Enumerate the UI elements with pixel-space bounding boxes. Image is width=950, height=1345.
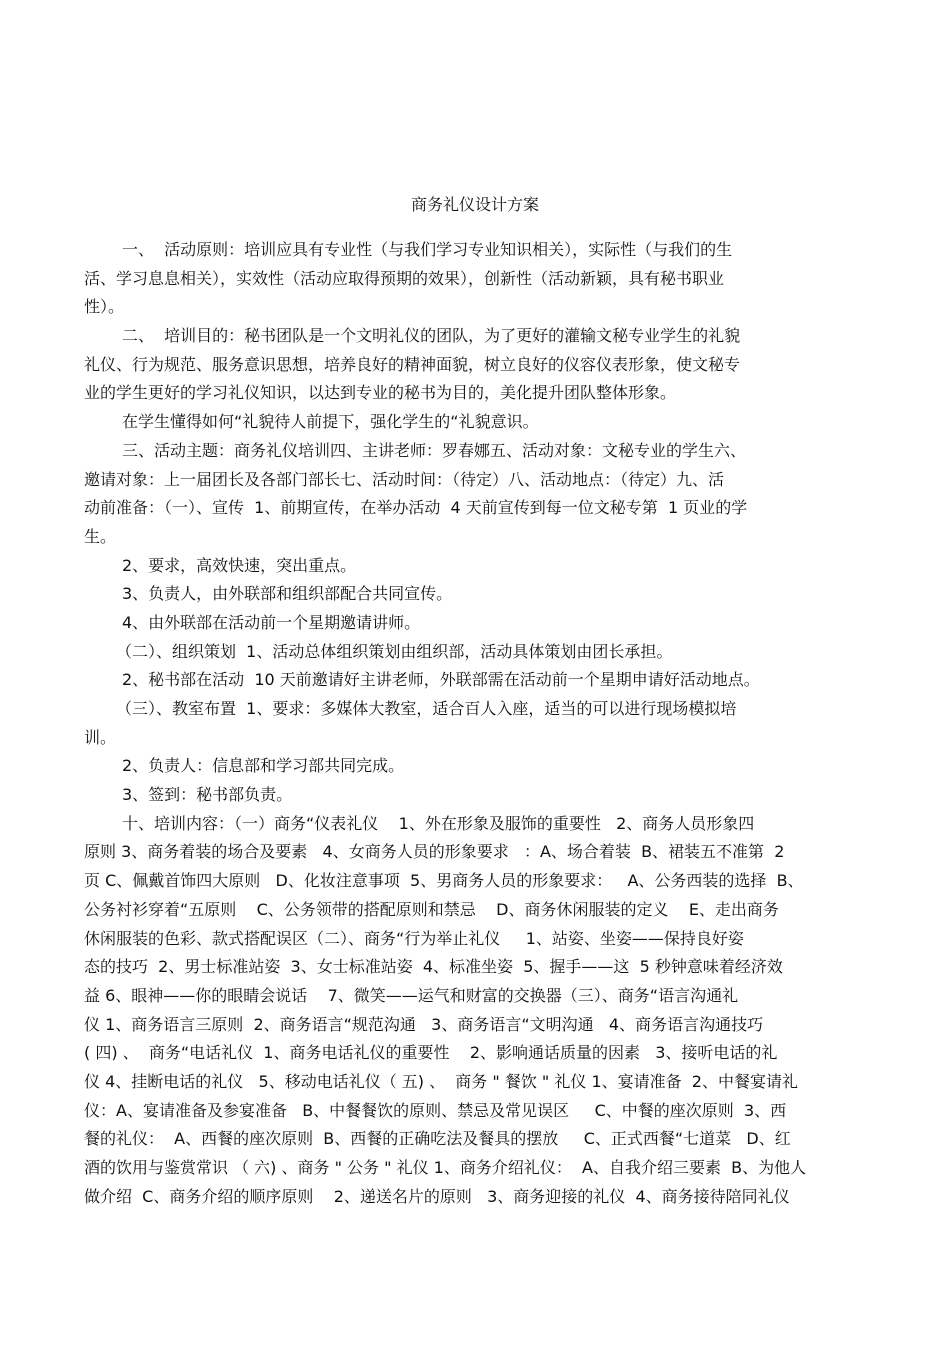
text-line: 动前准备：（一）、宣传 1、前期宣传，在举办活动 4 天前宣传到每一位文秘专第 1 页业的学 <box>84 498 748 518</box>
text-line: 三、活动主题：商务礼仪培训四、主讲老师：罗春娜五、活动对象：文秘专业的学生六、 <box>122 440 747 460</box>
text-line: 原则 3、商务着装的场合及要素 4、女商务人员的形象要求 ：A、场合着装 B、裙装五不准第 2 <box>84 842 785 862</box>
text-line: 仪 4、挂断电话的礼仪 5、移动电话礼仪（ 五) 、 商务 " 餐饮 " 礼仪 1、宴请准备 2、中餐宴请礼 <box>84 1071 798 1091</box>
text-line: 仪 1、商务语言三原则 2、商务语言“规范沟通 3、商务语言“文明沟通 4、商务语言沟通技巧 <box>84 1014 764 1034</box>
text-line: 酒的饮用与鉴赏常识 （ 六) 、商务 " 公务 " 礼仪 1、商务介绍礼仪： A、自我介绍三要素 B、为他人 <box>84 1158 807 1177</box>
text-line: 做介绍 C、商务介绍的顺序原则 2、递送名片的原则 3、商务迎接的礼仪 4、商务接待陪同礼仪 <box>84 1186 790 1206</box>
text-line: 公务衬衫穿着“五原则 C、公务领带的搭配原则和禁忌 D、商务休闲服装的定义 E、走出商务 <box>84 899 779 919</box>
text-line: 在学生懂得如何“礼貌待人前提下，强化学生的“礼貌意识。 <box>122 412 539 432</box>
text-line: 仪：A、宴请准备及参宴准备 B、中餐餐饮的原则、禁忌及常见误区 C、中餐的座次原则 3、西 <box>84 1100 787 1120</box>
text-line: 益 6、眼神——你的眼睛会说话 7、微笑——运气和财富的交换器（三）、商务“语言沟通礼 <box>84 985 739 1005</box>
text-line: 邀请对象：上一届团长及各部门部长七、活动时间：（待定）八、活动地点：（待定）九、活 <box>84 469 725 489</box>
text-line: 活、学习息息相关），实效性（活动应取得预期的效果），创新性（活动新颖，具有秘书职业 <box>84 268 725 288</box>
text-line: （二）、组织策划 1、活动总体组织策划由组织部，活动具体策划由团长承担。 <box>116 641 673 661</box>
text-line: 休闲服装的色彩、款式搭配误区（二）、商务“行为举止礼仪 1、站姿、坐姿——保持良好姿 <box>84 928 744 948</box>
text-line: （三）、教室布置 1、要求：多媒体大教室，适合百人入座，适当的可以进行现场模拟培 <box>116 699 737 718</box>
text-line: 训。 <box>84 727 117 747</box>
text-line: 礼仪、行为规范、服务意识思想，培养良好的精神面貌，树立良好的仪容仪表形象，使文秘专 <box>84 354 741 374</box>
text-line: 态的技巧 2、男士标准站姿 3、女士标准站姿 4、标准坐姿 5、握手——这 5 秒钟意味着经济效 <box>84 957 783 977</box>
text-line: 3、签到：秘书部负责。 <box>122 785 293 805</box>
text-line: 业的学生更好的学习礼仪知识，以达到专业的秘书为目的，美化提升团队整体形象。 <box>84 383 677 403</box>
text-line: 生。 <box>84 526 117 546</box>
text-line: 2、秘书部在活动 10 天前邀请好主讲老师，外联部需在活动前一个星期申请好活动地点。 <box>122 670 760 690</box>
document-body <box>84 236 864 1211</box>
text-line: 4、由外联部在活动前一个星期邀请讲师。 <box>122 612 421 632</box>
document-title: 商务礼仪设计方案 <box>410 195 539 214</box>
text-line: 餐的礼仪： A、西餐的座次原则 B、西餐的正确吃法及餐具的摆放 C、正式西餐“七道菜 D、红 <box>84 1129 791 1149</box>
text-line: 2、负责人：信息部和学习部共同完成。 <box>122 756 405 776</box>
text-line: 2、要求，高效快速，突出重点。 <box>122 555 357 575</box>
text-line: 页 C、佩戴首饰四大原则 D、化妆注意事项 5、男商务人员的形象要求： A、公务西装的选择 B、 <box>84 871 804 891</box>
text-line: 性）。 <box>84 297 125 317</box>
text-line: 一、 活动原则：培训应具有专业性（与我们学习专业知识相关），实际性（与我们的生 <box>122 240 733 259</box>
text-line: 二、 培训目的：秘书团队是一个文明礼仪的团队，为了更好的灌输文秘专业学生的礼貌 <box>122 326 741 346</box>
text-line: 十、培训内容：（一）商务“仪表礼仪 1、外在形象及服饰的重要性 2、商务人员形象四 <box>122 813 755 833</box>
text-line: 3、负责人，由外联部和组织部配合共同宣传。 <box>122 584 453 604</box>
text-line: ( 四) 、 商务“电话礼仪 1、商务电话礼仪的重要性 2、影响通话质量的因素 3、接听电话的礼 <box>84 1043 778 1063</box>
